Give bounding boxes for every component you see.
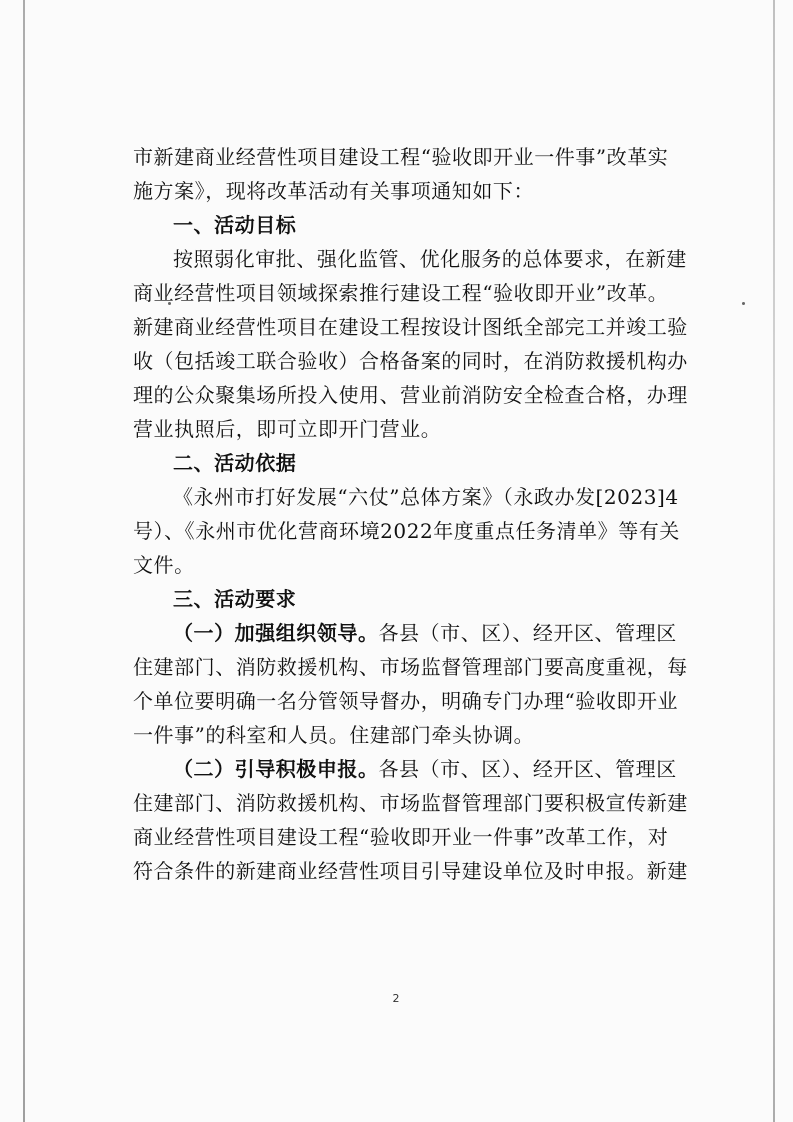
text-span: 各县（市、区）、经开区、管理区	[378, 757, 677, 781]
page-number: 2	[392, 992, 400, 1005]
text-line: 《永州市打好发展“六仗”总体方案》（永政办发[2023]4	[173, 485, 679, 509]
text-line: 符合条件的新建商业经营性项目引导建设单位及时申报。新建	[133, 859, 688, 883]
text-line: 理的公众聚集场所投入使用、营业前消防安全检查合格，办理	[133, 383, 688, 407]
section-heading-basis: 二、活动依据	[173, 451, 297, 475]
section-heading-goals: 一、活动目标	[173, 213, 297, 237]
text-line: 文件。	[133, 553, 195, 577]
text-line: 一件事”的科室和人员。住建部门牵头协调。	[133, 723, 535, 747]
text-line: 商业经营性项目建设工程“验收即开业一件事”改革工作，对	[133, 825, 669, 849]
scan-speck	[742, 302, 745, 305]
text-span: 各县（市、区）、经开区、管理区	[378, 621, 677, 645]
section-heading-requirements: 三、活动要求	[173, 587, 297, 611]
text-line	[133, 616, 677, 650]
scan-edge-left	[23, 0, 25, 1122]
text-line: 施方案》，现将改革活动有关事项通知如下：	[133, 179, 534, 203]
text-line: 市新建商业经营性项目建设工程“验收即开业一件事”改革实	[133, 145, 669, 169]
text-line: 新建商业经营性项目在建设工程按设计图纸全部完工并竣工验	[133, 315, 688, 339]
scan-edge-right	[773, 0, 775, 1122]
text-line: 住建部门、消防救援机构、市场监督管理部门要高度重视，每	[133, 655, 688, 679]
body-text	[133, 140, 688, 888]
text-line: 商业经营性项目领域探索推行建设工程“验收即开业”改革。	[133, 281, 669, 305]
text-line	[133, 752, 677, 786]
text-line: 收（包括竣工联合验收）合格备案的同时，在消防救援机构办	[133, 349, 688, 373]
text-line: 住建部门、消防救援机构、市场监督管理部门要积极宣传新建	[133, 791, 688, 815]
text-line: 个单位要明确一名分管领导督办，明确专门办理“验收即开业	[133, 689, 679, 713]
subheading-application: （二）引导积极申报。	[173, 757, 379, 781]
text-line: 营业执照后，即可立即开门营业。	[133, 417, 442, 441]
text-line: 号）、《永州市优化营商环境2022年度重点任务清单》等有关	[133, 519, 680, 543]
subheading-organization: （一）加强组织领导。	[173, 621, 379, 645]
text-line: 按照弱化审批、强化监管、优化服务的总体要求，在新建	[173, 247, 687, 271]
